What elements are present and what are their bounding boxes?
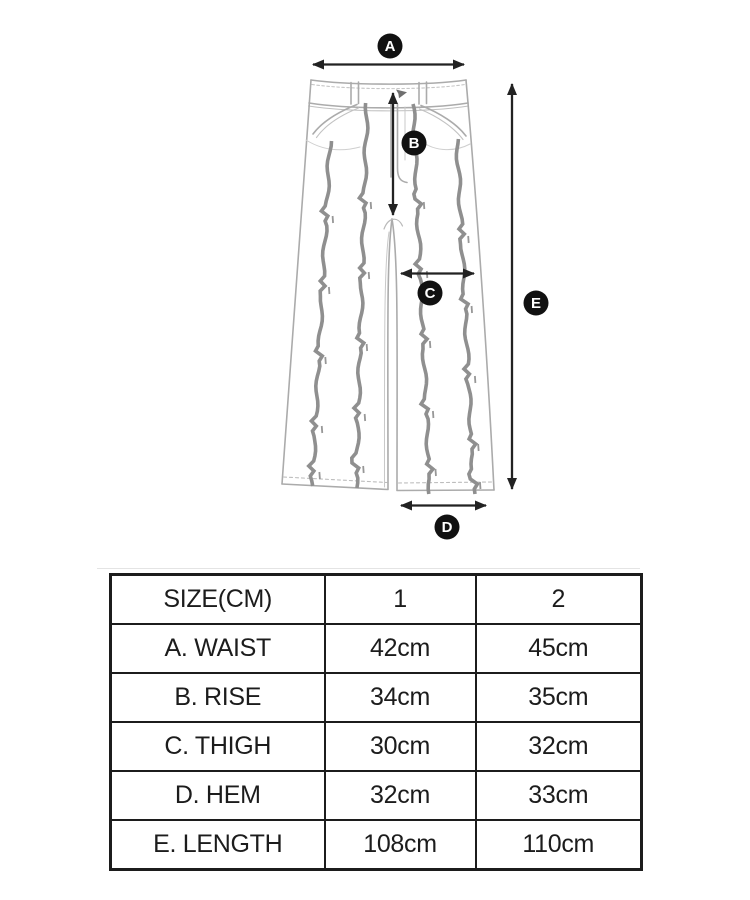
stripe-tab-tick — [322, 426, 323, 433]
leg-stripe — [309, 141, 332, 486]
row-label: A. WAIST — [111, 624, 325, 673]
stripe-tab-tick — [319, 472, 320, 479]
zipper-pull-icon — [396, 90, 407, 99]
waist-badge-letter: A — [384, 38, 396, 55]
stripe-tab-tick — [435, 469, 436, 476]
rise-size1-value: 34cm — [325, 673, 476, 722]
left-inseam — [388, 219, 392, 489]
length-size1-value: 108cm — [325, 820, 476, 870]
belt-loop-right — [419, 82, 427, 104]
table-top-separator — [97, 568, 640, 569]
rise-badge — [402, 131, 427, 156]
table-row-length — [111, 820, 642, 870]
waist-size1-value: 42cm — [325, 624, 476, 673]
row-label: D. HEM — [111, 771, 325, 820]
leg-stripe — [352, 103, 368, 488]
hem-size2-value: 33cm — [476, 771, 642, 820]
waistband-top — [311, 80, 466, 84]
stripe-tab-tick — [369, 272, 370, 279]
row-label: B. RISE — [111, 673, 325, 722]
row-label: C. THIGH — [111, 722, 325, 771]
length-badge — [524, 291, 549, 316]
size-table-header-row — [111, 575, 642, 625]
table-row-thigh — [111, 722, 642, 771]
stripe-tab-tick — [480, 482, 481, 489]
thigh-badge-letter: C — [424, 285, 436, 302]
right-pocket-opening-stitch — [420, 109, 464, 140]
hem-badge-letter: D — [441, 519, 453, 536]
length-badge-letter: E — [530, 295, 542, 312]
belt-loop-left — [351, 82, 359, 104]
stripe-group — [309, 103, 481, 494]
stripe-tab-tick — [363, 466, 364, 473]
leg-stripe — [456, 139, 477, 494]
stripe-tab-tick — [371, 202, 372, 209]
table-row-hem — [111, 771, 642, 820]
stripe-tab-tick — [325, 357, 326, 364]
size-2-header: 2 — [476, 575, 642, 625]
right-inseam — [392, 219, 397, 490]
stripe-tab-tick — [472, 306, 473, 313]
thigh-size1-value: 30cm — [325, 722, 476, 771]
table-row-rise — [111, 673, 642, 722]
size-table-section — [109, 573, 643, 871]
thigh-size2-value: 32cm — [476, 722, 642, 771]
stripe-tab-tick — [433, 411, 434, 418]
right-pocket-bag — [421, 141, 470, 150]
size-1-header: 1 — [325, 575, 476, 625]
length-size2-value: 110cm — [476, 820, 642, 870]
thigh-badge — [418, 281, 443, 306]
stripe-tab-tick — [475, 376, 476, 383]
waist-size2-value: 45cm — [476, 624, 642, 673]
hem-size1-value: 32cm — [325, 771, 476, 820]
left-hem — [282, 484, 388, 490]
waistband-bottom — [309, 103, 468, 108]
rise-size2-value: 35cm — [476, 673, 642, 722]
rise-badge-letter: B — [408, 135, 420, 152]
stripe-tab-tick — [329, 287, 330, 294]
waist-badge — [378, 34, 403, 59]
waistband-stitch — [312, 85, 465, 89]
stripe-tab-tick — [430, 341, 431, 348]
row-label: E. LENGTH — [111, 820, 325, 870]
right-hem — [397, 490, 494, 491]
stripe-tab-tick — [333, 216, 334, 223]
stripe-tab-tick — [367, 344, 368, 351]
stripe-tab-tick — [468, 236, 469, 243]
hem-badge — [435, 515, 460, 540]
size-unit-header: SIZE(CM) — [111, 575, 325, 625]
stripe-tab-tick — [365, 414, 366, 421]
size-table — [109, 573, 643, 871]
table-row-waist — [111, 624, 642, 673]
stripe-tab-tick — [424, 202, 425, 209]
stripe-tab-tick — [478, 444, 479, 451]
left-hem-stitch — [284, 477, 388, 483]
